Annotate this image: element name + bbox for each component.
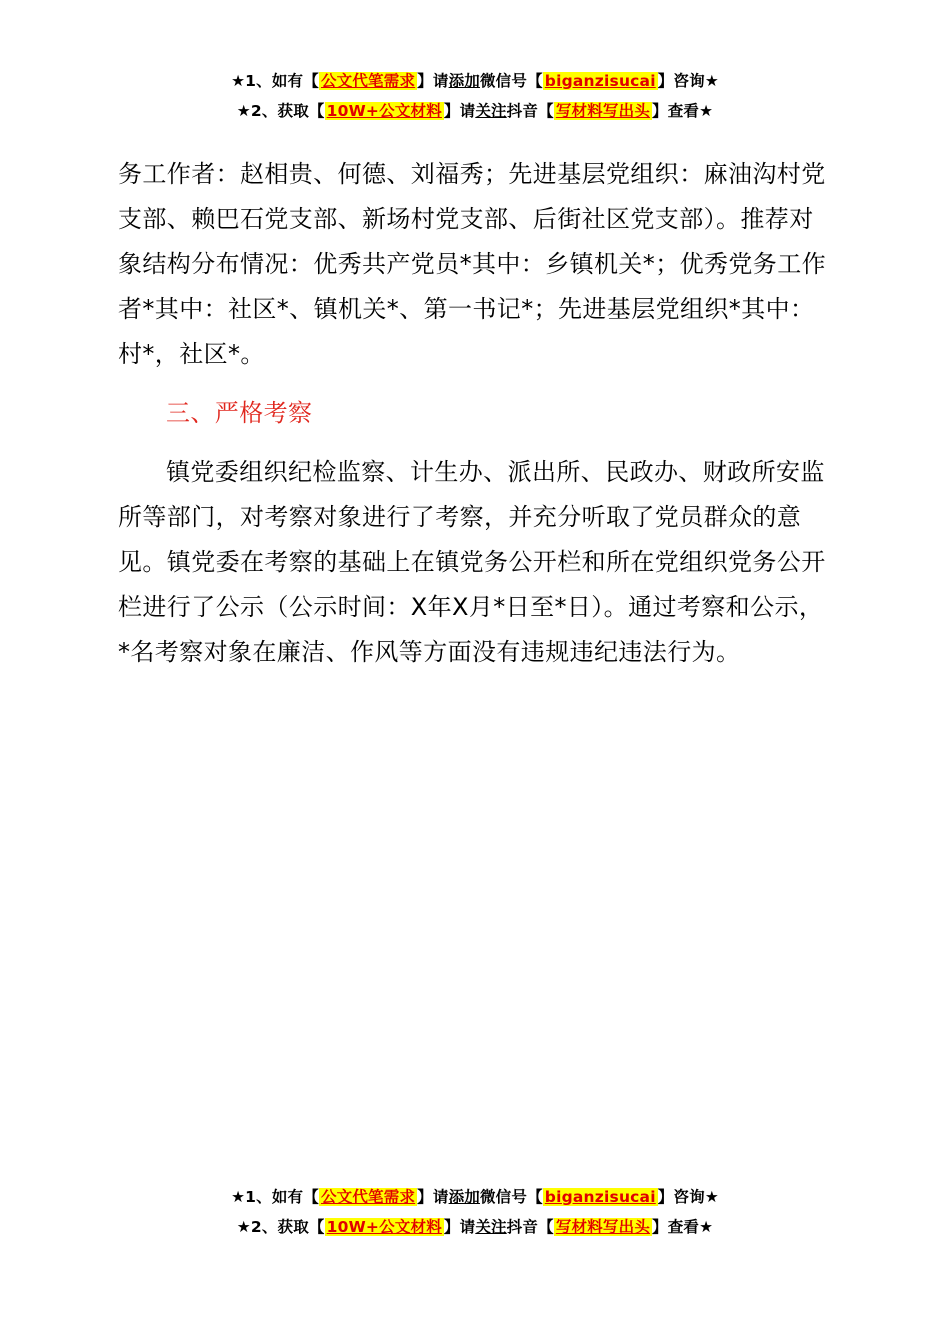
banner-text: 】咨询★ — [657, 1188, 719, 1206]
footer-banner — [0, 1182, 950, 1242]
banner-text: 】请 — [443, 102, 476, 120]
banner-text: ★2、获取【 — [236, 102, 325, 120]
banner-text: 】请 — [443, 1218, 476, 1236]
underlined-text: 添加 — [448, 1188, 480, 1206]
banner-line-1 — [0, 66, 950, 96]
banner-text: 微信号【 — [479, 72, 543, 90]
banner-text: ★2、获取【 — [236, 1218, 325, 1236]
header-banner — [0, 66, 950, 126]
banner-text: 】咨询★ — [657, 72, 719, 90]
banner-line-2 — [0, 1212, 950, 1242]
paragraph: 镇党委组织纪检监察、计生办、派出所、民政办、财政所安监所等部门，对考察对象进行了考察，并充分听取了党员群众的意见。镇党委在考察的基础上在镇党务公开栏和所在党组织党务公开栏进行了公示（公示时间：X年X月*日至*日）。通过考察和公示，*名考察对象在廉洁、作风等方面没有违规违纪违法行为。 — [118, 458, 826, 666]
highlight-text: 公文代笔需求 — [320, 72, 416, 90]
document-body — [118, 152, 834, 675]
paragraph-continued: 务工作者：赵相贵、何德、刘福秀；先进基层党组织：麻油沟村党支部、赖巴石党支部、新场村党支部、后街社区党支部）。推荐对象结构分布情况：优秀共产党员*其中：乡镇机关*；优秀党务工作者*其中：社区*、镇机关*、第一书记*；先进基层党组织*其中：村*，社区*。 — [118, 160, 826, 368]
wechat-id: biganzisucai — [544, 1188, 656, 1206]
section-heading: 三、严格考察 — [166, 399, 313, 427]
banner-text: 抖音【 — [506, 1218, 554, 1236]
douyin-id: 写材料写出头 — [555, 102, 651, 120]
banner-text: 】查看★ — [652, 1218, 714, 1236]
underlined-text: 关注 — [475, 102, 507, 120]
banner-text: 】请 — [417, 1188, 449, 1206]
banner-text: ★1、如有【 — [231, 72, 319, 90]
underlined-text: 添加 — [448, 72, 480, 90]
highlight-text: 公文代笔需求 — [320, 1188, 416, 1206]
highlight-text: 10W+公文材料 — [326, 1218, 442, 1236]
underlined-text: 关注 — [475, 1218, 507, 1236]
banner-line-2 — [0, 96, 950, 126]
highlight-text: 10W+公文材料 — [326, 102, 442, 120]
banner-text: ★1、如有【 — [231, 1188, 319, 1206]
banner-text: 】请 — [417, 72, 449, 90]
banner-text: 】查看★ — [652, 102, 714, 120]
banner-text: 抖音【 — [506, 102, 554, 120]
banner-line-1 — [0, 1182, 950, 1212]
wechat-id: biganzisucai — [544, 72, 656, 90]
douyin-id: 写材料写出头 — [555, 1218, 651, 1236]
banner-text: 微信号【 — [479, 1188, 543, 1206]
